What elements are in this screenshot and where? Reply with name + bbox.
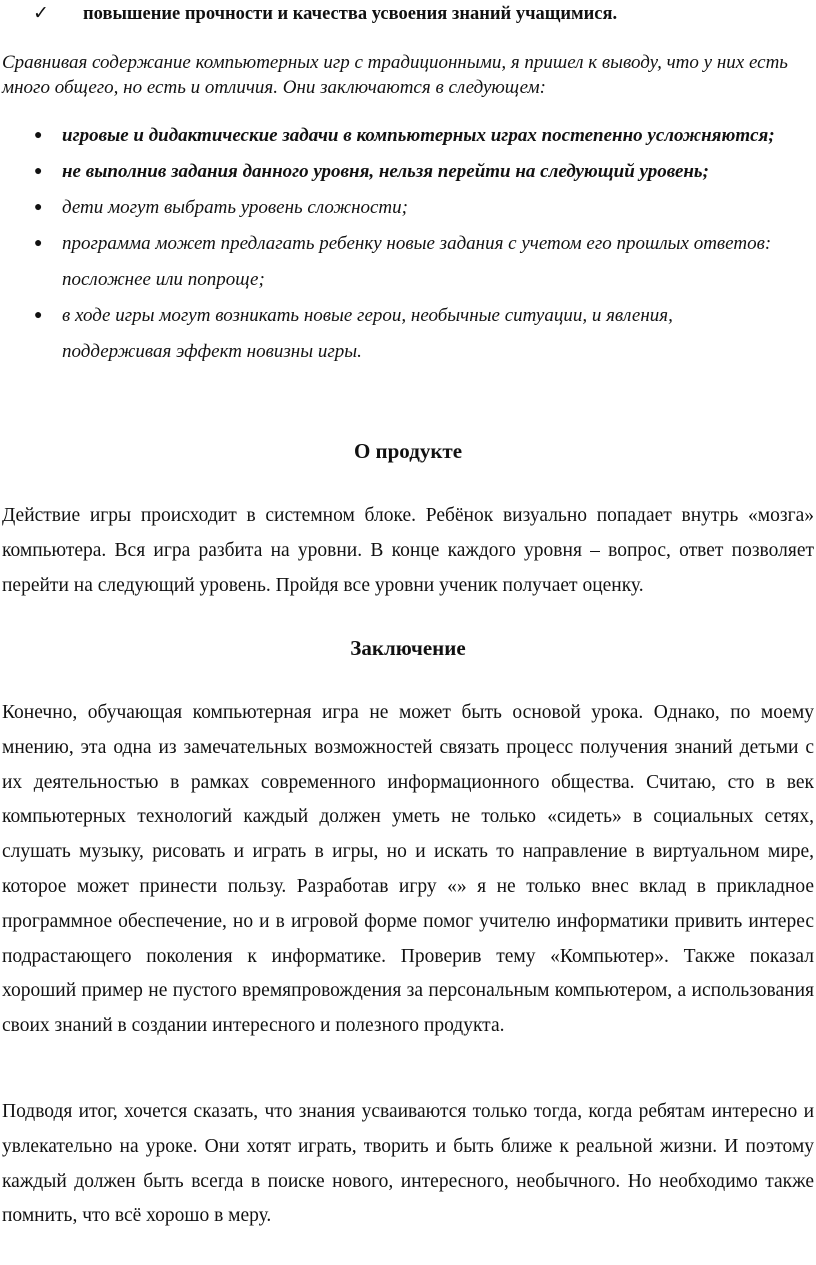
list-item-text: программа может предлагать ребенку новые задания с учетом его прошлых ответов: посложнее или попроще; <box>62 233 772 290</box>
list-item <box>0 154 816 190</box>
section-heading-product: О продукте <box>353 439 463 463</box>
checkmark-icon: ✓ <box>33 3 49 24</box>
summary-paragraph: Подводя итог, хочется сказать, что знания усваиваются только тогда, когда ребятам интересно и увлекательно на уроке. Они хотят играть, творить и быть ближе к реальной жизни. И поэтому каждый должен быть всегда в поиске нового, интересного, необычного. Но необходимо также помнить, что всё хорошо в меру. <box>2 1101 814 1227</box>
section-heading-conclusion: Заключение <box>350 636 466 660</box>
list-item-text: не выполнив задания данного уровня, нельзя перейти на следующий уровень; <box>62 161 709 182</box>
list-item <box>0 190 816 226</box>
differences-list <box>0 118 816 370</box>
list-item-text: игровые и дидактические задачи в компьютерных играх постепенно усложняются; <box>62 125 775 146</box>
bullet-icon: ● <box>34 128 43 143</box>
bullet-icon: ● <box>34 308 43 323</box>
list-item <box>0 118 816 154</box>
bullet-icon: ● <box>34 236 43 251</box>
product-paragraph: Действие игры происходит в системном блоке. Ребёнок визуально попадает внутрь «мозга» компьютера. Вся игра разбита на уровни. В конце каждого уровня – вопрос, ответ позволяет перейти на следующий уровень. Пройдя все уровни ученик получает оценку. <box>2 505 814 596</box>
checklist-item-text: повышение прочности и качества усвоения знаний учащимися. <box>83 4 618 24</box>
intro-paragraph: Сравнивая содержание компьютерных игр с традиционными, я пришел к выводу, что у них есть много общего, но есть и отличия. Они заключаются в следующем: <box>2 52 788 98</box>
checklist-item <box>33 2 813 26</box>
conclusion-paragraph: Конечно, обучающая компьютерная игра не может быть основой урока. Однако, по моему мнению, эта одна из замечательных возможностей связать процесс получения знаний детьми с их деятельностью в рамках современного информационного общества. Считаю, сто в век компьютерных технологий каждый должен уметь не только «сидеть» в социальных сетях, слушать музыку, рисовать и играть в игры, но и искать то направление в виртуальном мире, которое может принести пользу. Разработав игру «» я не только внес вклад в прикладное программное обеспечение, но и в игровой форме помог учителю информатики привить интерес подрастающего поколения к информатике. Проверив тему «Компьютер». Также показал хороший пример не пустого времяпровождения за персональным компьютером, а использования своих знаний в создании интересного и полезного продукта. <box>2 702 814 1037</box>
list-item <box>0 298 816 370</box>
list-item-text: в ходе игры могут возникать новые герои, необычные ситуации, и явления, поддерживая эффект новизны игры. <box>62 305 673 362</box>
bullet-icon: ● <box>34 200 43 215</box>
list-item <box>0 226 816 298</box>
list-item-text: дети могут выбрать уровень сложности; <box>62 197 408 218</box>
bullet-icon: ● <box>34 164 43 179</box>
